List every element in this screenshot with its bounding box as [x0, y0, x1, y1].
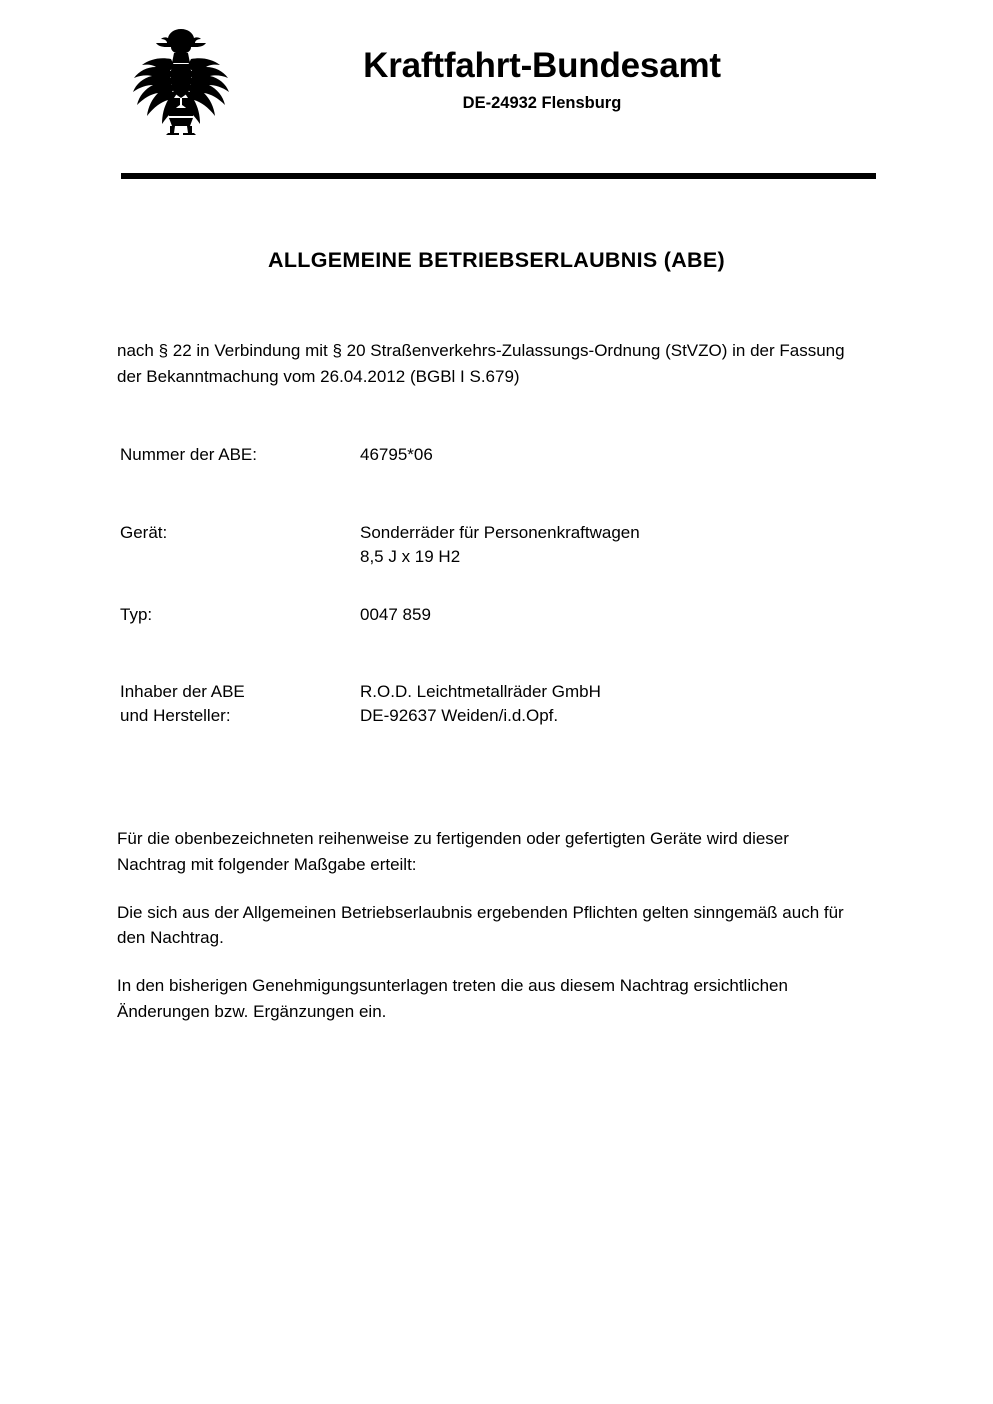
body-paragraph-3: In den bisherigen Genehmigungsunterlagen treten die aus diesem Nachtrag ersichtlichen Änderungen bzw. Ergänzungen ein. — [117, 976, 788, 1022]
spacer — [120, 628, 880, 680]
field-label-holder-line2: und Hersteller: — [120, 706, 231, 726]
field-label-holder — [120, 680, 360, 729]
field-abe-number — [120, 443, 880, 468]
field-holder — [120, 680, 880, 729]
field-value-device-line2: 8,5 J x 19 H2 — [360, 547, 461, 567]
federal-eagle-icon — [122, 26, 240, 138]
legal-basis-text: nach § 22 in Verbindung mit § 20 Straßenverkehrs-Zulassungs-Ordnung (StVZO) in der Fassung der Bekanntmachung vom 26.04.2012 (BGBl I S.679) — [117, 341, 845, 386]
field-type — [120, 603, 880, 628]
organization-name: Kraftfahrt-Bundesamt — [363, 46, 721, 85]
field-label-device: Gerät: — [120, 522, 168, 542]
field-value-device-line1: Sonderräder für Personenkraftwagen — [360, 522, 640, 542]
spacer — [120, 570, 880, 603]
spacer — [120, 468, 880, 521]
field-value-holder — [360, 680, 880, 729]
organization-city: DE-24932 Flensburg — [462, 93, 622, 112]
body-paragraphs — [117, 826, 857, 1025]
body-paragraph-1: Für die obenbezeichneten reihenweise zu fertigenden oder gefertigten Geräte wird dieser Nachtrag mit folgender Maßgabe erteilt: — [117, 829, 789, 874]
field-label-holder-line1: Inhaber der ABE — [120, 681, 245, 701]
field-value-holder-line1: R.O.D. Leichtmetallräder GmbH — [360, 681, 601, 701]
field-label-type: Typ: — [120, 604, 153, 624]
field-value-holder-line2: DE-92637 Weiden/i.d.Opf. — [360, 706, 559, 726]
field-label-abe-number: Nummer der ABE: — [120, 445, 257, 464]
field-device — [120, 521, 880, 570]
page-title: ALLGEMEINE BETRIEBSERLAUBNIS (ABE) — [268, 248, 725, 272]
header-divider — [121, 173, 876, 179]
field-value-abe-number: 46795*06 — [360, 445, 433, 464]
field-value-type: 0047 859 — [360, 604, 431, 624]
field-value-device — [360, 521, 880, 570]
header-titles — [262, 48, 822, 113]
body-paragraph-2: Die sich aus der Allgemeinen Betriebserlaubnis ergebenden Pflichten gelten sinngemäß auch für den Nachtrag. — [117, 902, 844, 948]
document-header — [0, 0, 993, 158]
certificate-fields — [120, 443, 880, 729]
